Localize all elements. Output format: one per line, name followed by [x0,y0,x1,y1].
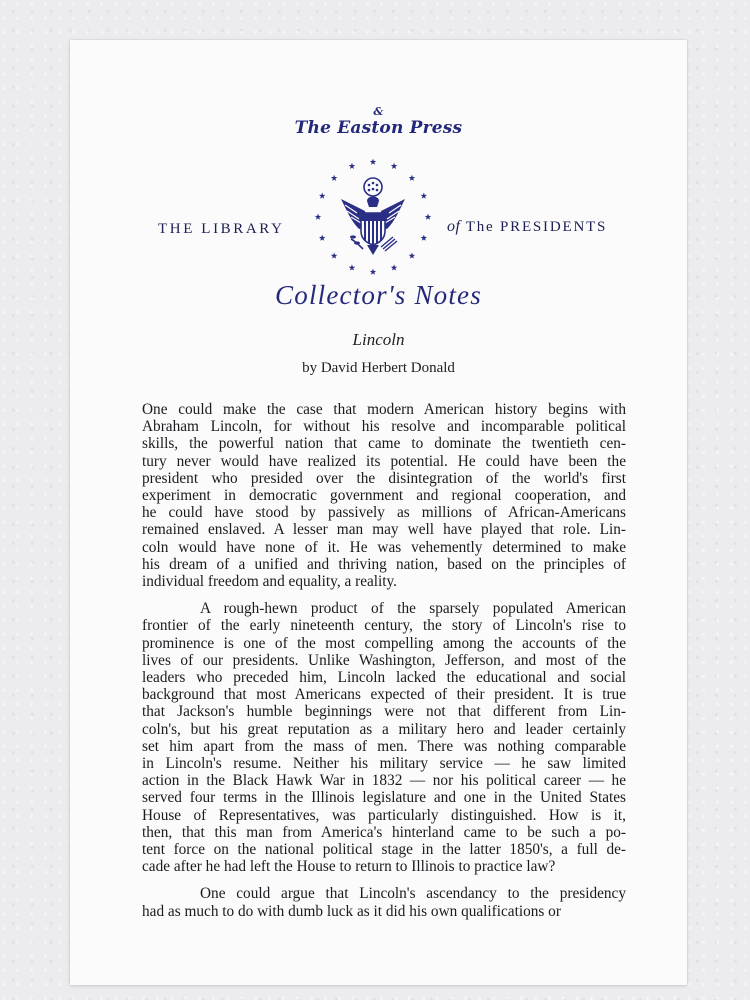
text-line: coln would have none of it. He was vehemently determined to make [142,538,626,556]
text-line: remained enslaved. A lesser man may well have played that role. Lin- [142,521,626,539]
paragraph [142,401,626,590]
star-icon [425,214,431,220]
text-line: coln's, but his great reputation as a military hero and leader certainly [142,720,626,738]
text-line: tury never would have realized its potential. He could have been the [142,452,626,470]
library-right-label [447,218,607,236]
text-line: set him apart from the mass of men. There was nothing comparable [142,737,626,755]
publisher-ampersand: & [373,105,384,118]
text-line: One could argue that Lincoln's ascendancy to the presidency [200,885,626,903]
text-line: frontier of the early nineteenth century, the story of Lincoln's rise to [142,617,626,635]
book-title: Lincoln [352,330,405,349]
author-byline: by David Herbert Donald [302,360,455,376]
page-title: Collector's Notes [275,280,482,310]
star-icon [349,163,355,169]
star-icon [331,252,337,258]
star-icon [421,193,427,199]
star-icon [370,269,376,275]
text-line: skills, the powerful nation that came to dominate the twentieth cen- [142,435,626,453]
paragraph [142,600,626,875]
publisher-logo [70,105,687,138]
text-line: leaders who preceded him, Lincoln lacked the educational and social [142,669,626,687]
text-line: lives of our presidents. Unlike Washington, Jefferson, and most of the [142,651,626,669]
star-icon [409,175,415,181]
star-icon [391,163,397,169]
text-line: had as much to do with dumb luck as it did his own qualifications or [142,902,561,920]
star-icon [370,159,376,165]
text-line: then, that this man from America's hinterland came to be such a po- [142,823,626,841]
library-left-label: THE LIBRARY [158,221,285,237]
text-line: One could make the case that modern American history begins with [142,401,626,418]
text-line: House of Representatives, was particularly distinguished. How is it, [142,806,626,824]
text-line: in Lincoln's resume. Neither his military service — he saw limited [142,755,626,773]
star-icon [391,264,397,270]
text-line: experiment in democratic government and regional cooperation, and [142,487,626,505]
text-line: president who presided over the disintegration of the world's first [142,469,626,487]
text-line: cade after he had left the House to return to Illinois to practice law? [142,858,556,876]
star-icon [409,252,415,258]
collectors-notes-sheet [70,40,687,985]
presidential-eagle-seal-icon [311,155,435,279]
star-icon [421,235,427,241]
text-line: individual freedom and equality, a reality. [142,573,397,591]
text-line: action in the Black Hawk War in 1832 — nor his political career — he [142,772,626,790]
text-line: Abraham Lincoln, for without his resolve and incomparable political [142,418,626,436]
text-line: that Jackson's humble beginnings were not that different from Lin- [142,703,626,721]
star-icon [349,264,355,270]
text-line: A rough-hewn product of the sparsely populated American [200,600,626,618]
publisher-name: The Easton Press [294,118,463,138]
library-presidents-word: The PRESIDENTS [465,219,608,235]
article-body [142,401,626,930]
library-of-word: of [447,218,461,235]
star-icon [319,193,325,199]
text-line: his dream of a unified and thriving nation, based on the principles of [142,555,626,573]
text-line: served four terms in the Illinois legislature and one in the United States [142,789,626,807]
star-icon [315,214,321,220]
star-icon [319,235,325,241]
text-line: tent force on the national political stage in the latter 1850's, a full de- [142,841,626,859]
paragraph [142,885,626,919]
text-line: prominence is one of the most compelling among the accounts of the [142,634,626,652]
star-icon [331,175,337,181]
text-line: he could have stood by passively as millions of African-Americans [142,504,626,522]
text-line: background that most Americans expected of their president. It is true [142,686,626,704]
